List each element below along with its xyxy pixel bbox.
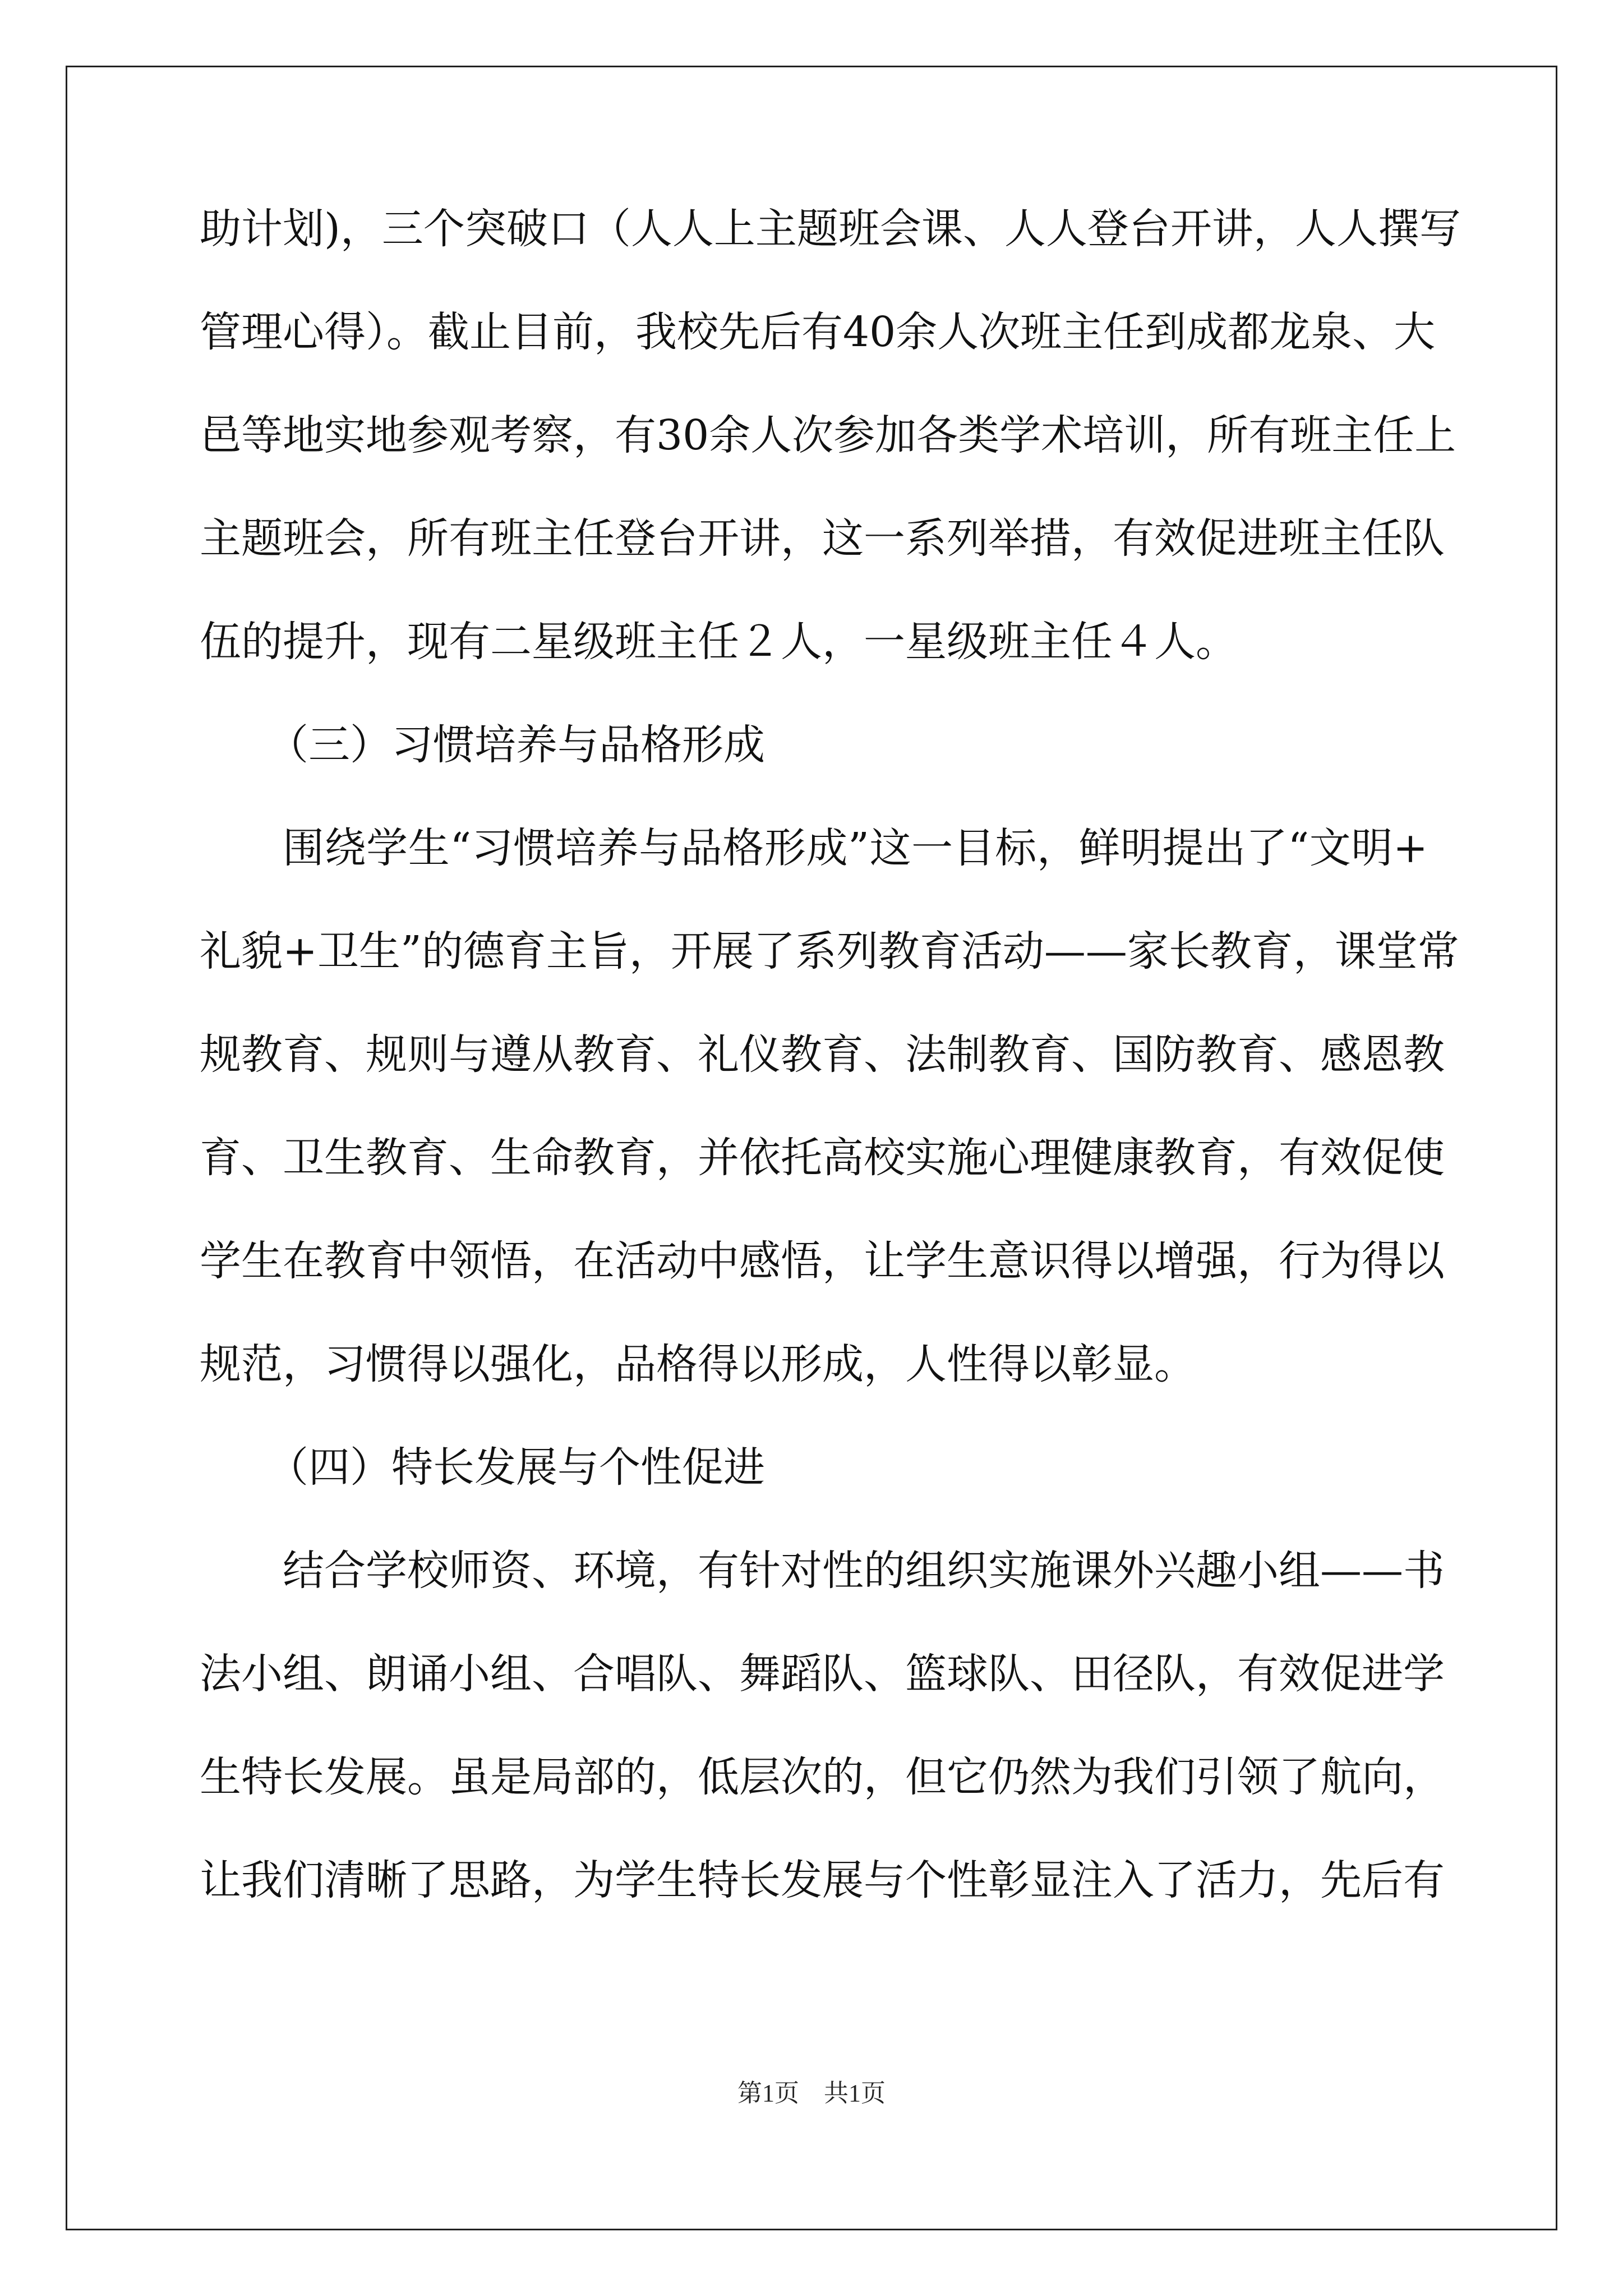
page-number-footer: 第1页 共1页 [737, 2079, 886, 2107]
paragraph-line: 法小组、朗诵小组、合唱队、舞蹈队、篮球队、田径队，有效促进学 [200, 1650, 1445, 1698]
paragraph-line: 围绕学生“习惯培养与品格形成”这一目标，鲜明提出了“文明+ [283, 824, 1428, 872]
paragraph-line: 育、卫生教育、生命教育，并依托高校实施心理健康教育，有效促使 [200, 1134, 1445, 1182]
paragraph-line: 主题班会，所有班主任登台开讲，这一系列举措，有效促进班主任队 [200, 514, 1445, 563]
paragraph-line: 规教育、规则与遵从教育、礼仪教育、法制教育、国防教育、感恩教 [200, 1030, 1445, 1079]
paragraph-line: 礼貌+卫生”的德育主旨，开展了系列教育活动——家长教育，课堂常 [200, 927, 1459, 976]
section-heading: （四）特长发展与个性促进 [267, 1443, 765, 1492]
paragraph-line: 学生在教育中领悟，在活动中感悟，让学生意识得以增强，行为得以 [200, 1237, 1445, 1285]
section-heading: （三）习惯培养与品格形成 [267, 721, 765, 769]
paragraph-line: 让我们清晰了思路，为学生特长发展与个性彰显注入了活力，先后有 [200, 1856, 1445, 1904]
paragraph-line: 结合学校师资、环境，有针对性的组织实施课外兴趣小组——书 [283, 1547, 1445, 1595]
paragraph-line: 邑等地实地参观考察，有30余人次参加各类学术培训，所有班主任上 [200, 411, 1456, 459]
paragraph-line: 生特长发展。虽是局部的，低层次的，但它仍然为我们引领了航向， [200, 1753, 1445, 1801]
paragraph-line: 助计划)，三个突破口（人人上主题班会课、人人登台开讲，人人撰写 [200, 205, 1461, 253]
paragraph-line: 规范，习惯得以强化，品格得以形成，人性得以彰显。 [200, 1340, 1196, 1388]
paragraph-line: 伍的提升，现有二星级班主任２人，一星级班主任４人。 [200, 618, 1237, 666]
paragraph-line: 管理心得）。截止目前，我校先后有40余人次班主任到成都龙泉、大 [200, 308, 1436, 356]
